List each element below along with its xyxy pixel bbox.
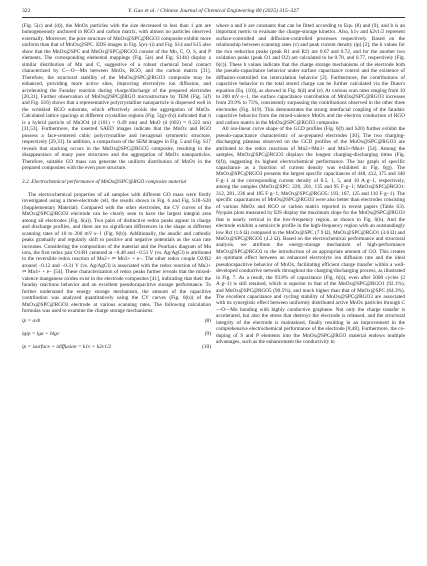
- equation-expression: ip = aνb: [22, 318, 41, 325]
- journal-citation: Y. Gao et al. / Chinese Journal of Chemical Engineering 80 (2025) 315–327: [128, 8, 299, 14]
- paragraph: The electrochemical properties of all samples with different GO mass were firstly investigated using a three-electrode cell, the results shown in Fig. 6 and Fig. S18–S20 (Supplementary Material). Compared with the other electrodes, the CV curves of the MnOx@SPC@RGO3 electrode can be clearly seen to have the largest integral area among all electrodes (Fig. 6(a)). Two pairs of distinctive redox peaks appear in charge and discharge profiles, and there are no significant differences in the shape at different scanning rates of 10 to 200 mV·s−1 (Fig. 6(b)). Additionally, the anodic and cathodic peaks gradually and regularly shift to positive and negative potentials as the scan rate increases. Considering the composition of the material and the Pourbaix diagram of Mn ions, the first redox pair O1/R1 centered at −0.48 and −0.51 V (vs. Ag/AgCl) is attributed to the reversible redox reaction of Mn2+ ⇌ Mn3+ + e−. The other redox couple O2/R2 around −0.12 and −0.31 V (vs. Ag/AgCl) is associated with the redox reaction of Mn3+ ⇌ Mn4+ + e− [54]. These characterization of redox peaks further reveals that the mixed-valence manganese oxides exist in the electrode composites [41], indicating that their the faraday reactions behavior and an excellent pseudocapacitive storage performance. To further understand the energy storage mechanism, the amount of the capacitive contribution was analyzed quantitatively using the CV curves (Fig. 6(b)) of the MnOx@SPC@RGO3 electrode at various scanning rates. The following calculation formulas was used to examine the charge storage mechanisms:: [22, 191, 211, 315]
- page-number: 322: [22, 8, 31, 14]
- equation-9: [22, 331, 211, 340]
- left-column: [22, 23, 211, 357]
- paragraph: where a and b are constants that can be fitted according to Eqs. (8) and (9), and b is an important metric to evaluate the charge-storage kinetics. Also, k1ν and k2ν1/2 represent surface-controlled and diffusion-controlled processes respectively. Based on the relationship between scanning rates (ν) and peak current density (ip) [2], the b values for the two reduction peaks (peak R1 and R2) are 0.67 and 0.72, and for the another two oxidation peaks (peak O1 and O2) are calculated to be 0.78, and 0.77, respectively (Fig. 6(c)). These b values indicate that the charge storage mechanisms of the electrode both the pseudo-capacitance behavior under surface capacitance control and the existence of diffusion-controlled ion intercalation behavior [2]. Furthermore, the contributions of capacitive behavior to the total stored charge can be further calculated via the Dunn's equation (Eq. (10)), as showed in Fig. 6(d) and (e). At various scan rates ranging from 10 to 200 mV·s−1, the surface capacitance contribution of MnOx@SPC@RGO3 increases from 29.9% to 75%, consistently surpassing the contributions observed in the other three electrodes (Fig. S19). This demonstrates the strong interfacial coupling of the faradaic capacitive behavior from the mixed-valence MnOx and the electron conduction of RGO and carbon matrix in the MnOx@SPC@RGO3 composite.: [216, 23, 405, 126]
- paragraph: (Fig. 5(c) and (d)), the MnOx particles with the size decreased to less than 1 μm are homogeneously anchored in RGO and carbon matrix, with almost no particles observed externally. Moreover, the pore structure of MnOx@SPC@RGO3 composite exhibit more uniform than that of MnOx@SPC. EDS images in Fig. 5(e)–(i) and Fig. S14 and S15 also show that the MnOx@SPC and MnOx@SPC@RGO3 consist of the Mn, C, O, S, and P elements. The corresponding elemental mappings (Fig. 5(e) and Fig. S14b) display a similar distribution of Mn and C, suggestive of a robust chemical bond contact characterized by C—O—Mn between MnOx, RGO, and the carbon matrix [31]. Therefore, the structural stability of the MnOx@SPC@RGO3 composite may be enhanced, providing more active sites, improving electrolyte ion diffusion, and accelerating the Faraday reaction during charge/discharge of the prepared electrodes [20,31]. Further observation of MnOx@SPC@RGO microstructure by TEM (Fig. 5(f) and Fig. S16) shows that a representative polycrystalline nanoparticle is dispersed well in the wrinkled RGO substrate, which effectively avoids the aggregation of MnOx. Calculated lattice spacings at different crystalline regions (Fig. 5(g)–(h)) indicated that it is a hybrid particle of Mn3O4 (d (101) = 0.49 nm) and MnO (d (002) = 0.222 nm) [31,53]. Furthermore, the inserted SAED images indicate that the MnOx and RGO possess a face-centered cubic polycrystalline and hexagonal symmetric structure, respectively [29,31]. In addition, a comparison of the SEM images in Fig. 5 and Fig. S17 reveals that stacking occurs in the MnOx@SPC@RGO5 composite, resulting in the disappearance of many pore structures and the aggregation of MnOx nanoparticles. Therefore, suitable GO mass can generate the uniform distribution of MnOx in the prepared composites with the even pore structure.: [22, 23, 211, 171]
- right-column: [216, 23, 405, 346]
- equation-number: (8): [204, 318, 211, 325]
- equation-number: (9): [204, 331, 211, 338]
- equation-expression: lgip = lga + blgν: [22, 331, 60, 338]
- equation-expression: ip = isurface + idiffusion = k1ν + k2ν1/2: [22, 344, 112, 351]
- equation-8: [22, 318, 211, 327]
- section-heading: 3.2. Electrochemical performance of MnOx@SPC@RGO composite material: [22, 179, 187, 186]
- header-rule: [22, 17, 405, 18]
- running-header: [22, 8, 405, 16]
- equation-number: (10): [202, 344, 211, 351]
- equation-10: [22, 344, 211, 353]
- paragraph: All ion-linear curve shape of the GCD profiles (Fig. 6(f) and S20) further exhibit the pseudo-capacitance characteristic of as-prepared electrodes [30]. The two charging-discharging plateaus observed on the GCD profiles of the MnOx@SPC@RGO3 are attributed to the redox reactions of Mn2+/Mn3+ and Mn3+/Mn4+ [54]. Among the samples, MnOx@SPC@RGO3 displays the longest charging-discharging times (Fig. 6(f)), suggesting its highest electrochemical performance. The bar graph of specific capacitance as a function of current density was exhibited in Fig. 6(g). The MnOx@SPC@RGO3 presents the largest specific capacitances of 448, 412, 375 and 340 F·g−1 at the corresponding current density of 0.5, 1, 5, and 10 A·g−1, respectively, among the samples (MnOx@SPC: 228, 201, 135 and 95 F·g−1; MnOx@SPC@RGO1: 312, 281, 236 and 185 F·g−1; MnOx@SPC@RGO5: 193, 167, 125 and 110 F·g−1). The specific capacitances of MnOx@SPC@RGO3 were also better than electrodes consisting of various MnOx and RGO or carbon matrix reported in recent papers (Table S3). Nyquist plots measured by EIS display the maximum slope for the MnOx@SPC@RGO3 that is nearly vertical in the low-frequency region, as shown in Fig. 6(h). And the electrode exhibits a semicircle profile in the high-frequency region with an outstandingly low Rct (1.6 Ω) compared to the MnOx@SPC (7.9 Ω), MnOx@SPC@RGO1 (3.6 Ω) and MnOx@SPC@RGO5 (4.2 Ω). Based on the electrochemical performance and structural analysis, we attribute the energy-storage mechanism of high-performance MnOx@SPC@RGO3 to the introduction of an appropriate amount of GO. This creates an optimum effect between an enhanced electrolyte ion diffusion rate and the ideal pseudocapacitive behavior of MnOx, facilitating efficient charge transfer within a well-developed conductive network throughout the charging/discharging process, as illustrated in Fig. 7. As a result, the 93.8% of capacitance (Fig. 6(i)), even after 5000 cycles (2 A·g−1) is still retained, which is superior to that of the MnOx@SPC@RGO1 (92.1%), and MnOx@SPC@RGO5 (90.5%), and much higher than that of MnOx@SPC (84.3%). The excellent capacitance and cycling stability of MnOx@SPC@RGO3 are associated with its synergistic effect between uniformly distributed active MnOx particles through C—O—Mn bonding with highly conductive graphene. Not only the charge transfer is accelerated, but also the stress that destroys the electrode is released, and the structural integrity of the electrode is maintained, finally resulting in an improvement in the comprehensive electrochemical performance of the electrode [8,48]. Furthermore, the co-doping of S and P elements into the MnOx@SPC@RGO material endows multiple advantages, such as the enhancement the conductivity to: [216, 126, 405, 346]
